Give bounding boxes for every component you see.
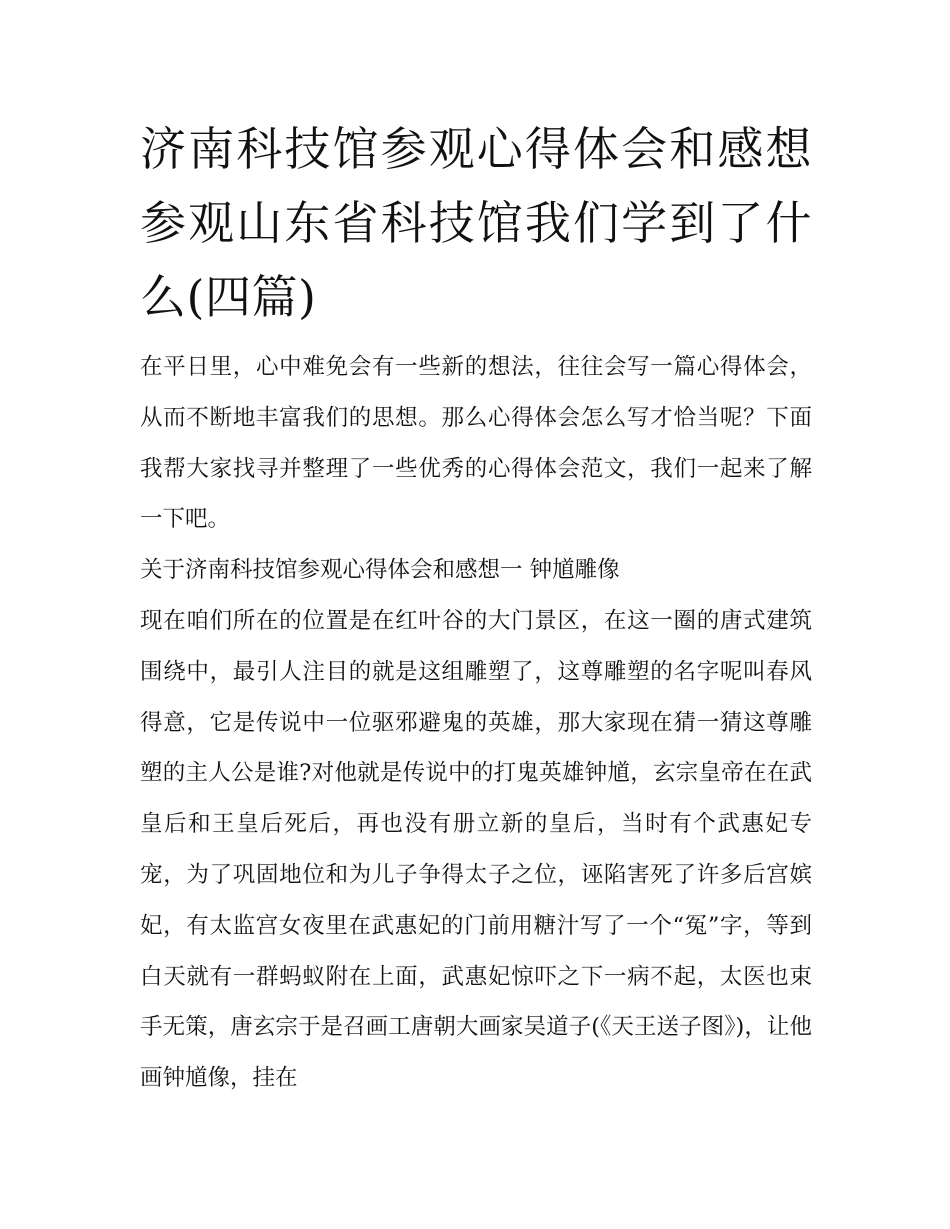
document-content — [140, 112, 812, 1104]
document-title: 济南科技馆参观心得体会和感想 参观山东省科技馆我们学到了什么(四篇) — [140, 122, 812, 324]
section-heading: 关于济南科技馆参观心得体会和感想一 钟馗雕像 — [140, 557, 620, 584]
body-paragraph: 现在咱们所在的位置是在红叶谷的大门景区，在这一圈的唐式建筑围绕中，最引人注目的就是这组雕塑了，这尊雕塑的名字呢叫春风得意，它是传说中一位驱邪避鬼的英雄，那大家现在猜一猜这尊雕塑的主人公是谁?对他就是传说中的打鬼英雄钟馗，玄宗皇帝在在武皇后和王皇后死后，再也没有册立新的皇后，当时有个武惠妃专宠，为了巩固地位和为儿子争得太子之位，诬陷害死了许多后宫嫔妃，有太监宫女夜里在武惠妃的门前用糖汁写了一个“冤”字，等到白天就有一群蚂蚁附在上面，武惠妃惊吓之下一病不起，太医也束手无策，唐玄宗于是召画工唐朝大画家吴道子(《天王送子图》)，让他画钟馗像，挂在 — [140, 607, 812, 1092]
intro-paragraph: 在平日里，心中难免会有一些新的想法，往往会写一篇心得体会，从而不断地丰富我们的思想。那么心得体会怎么写才恰当呢？下面我帮大家找寻并整理了一些优秀的心得体会范文，我们一起来了解一下吧。 — [140, 354, 812, 533]
